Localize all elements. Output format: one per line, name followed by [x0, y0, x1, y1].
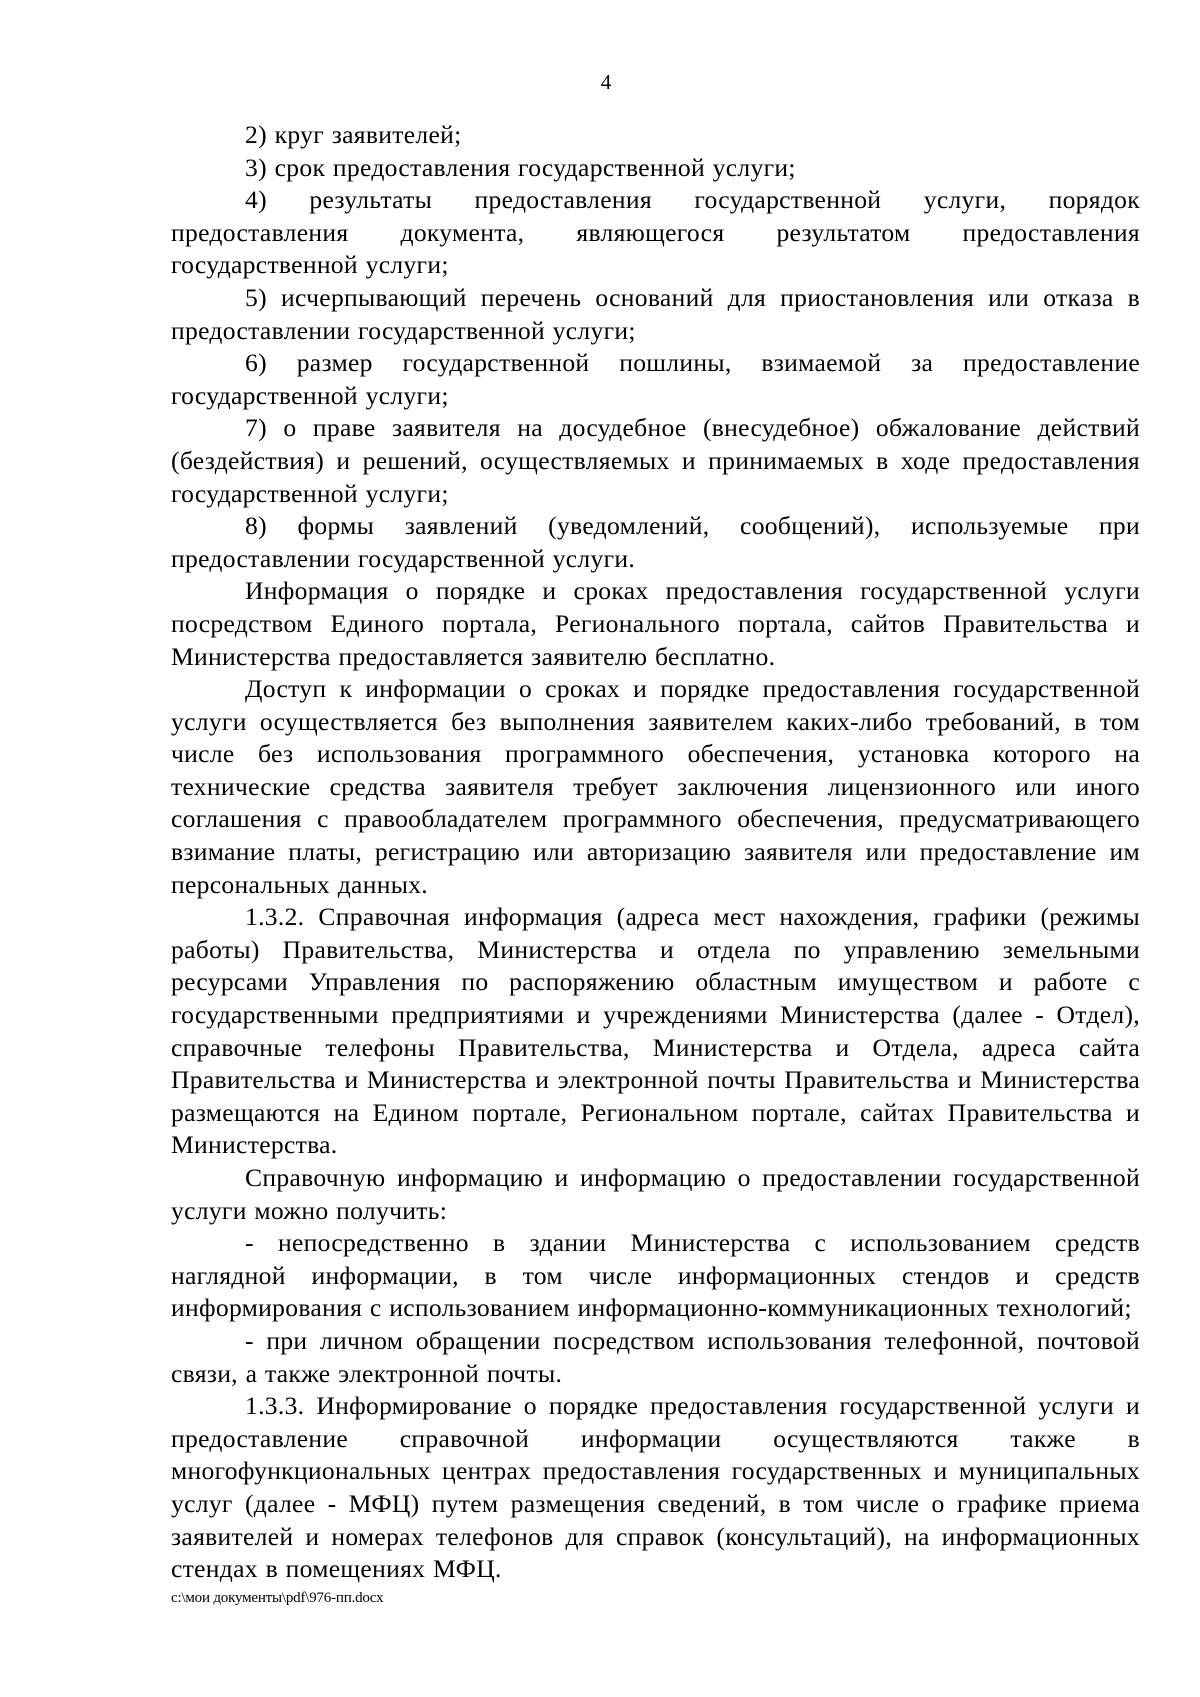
paragraph-section-1-3-3: 1.3.3. Информирование о порядке предоставления государственной услуги и предоставление справочной информации осуществляются также в многофункциональных центрах предоставления государственных и муниципальных услуг (далее - МФЦ) путем размещения сведений, в том числе о графике приема заявителей и номерах телефонов для справок (консультаций), на информационных стендах в помещениях МФЦ. [171, 1391, 1140, 1584]
list-item-state-fee: 6) размер государственной пошлины, взимаемой за предоставление государственной услуги; [171, 348, 1140, 410]
paragraph-section-1-3-2: 1.3.2. Справочная информация (адреса мест нахождения, графики (режимы работы) Правительства, Министерства и отдела по управлению земельными ресурсами Управления по распоряжению областным имуществом и работе с государственными предприятиями и учреждениями Министерства (далее - Отдел), справочные телефоны Правительства, Министерства и Отдела, адреса сайта Правительства и Министерства и электронной почты Правительства и Министерства размещаются на Едином портале, Региональном портале, сайтах Правительства и Министерства. [171, 902, 1140, 1160]
list-item-applicants: 2) круг заявителей; [245, 120, 462, 149]
document-body [171, 119, 1140, 1586]
list-item-in-ministry-building: - непосредственно в здании Министерства с использованием средств наглядной информации, в том числе информационных стендов и средств информирования с использованием информационно-коммуникационных технологий; [171, 1228, 1140, 1323]
paragraph-free-information: Информация о порядке и сроках предоставления государственной услуги посредством Единого портала, Регионального портала, сайтов Правительства и Министерства предоставляется заявителю бесплатно. [171, 576, 1140, 671]
list-item-application-forms: 8) формы заявлений (уведомлений, сообщений), используемые при предоставлении государственной услуги. [171, 511, 1140, 573]
list-item-service-term: 3) срок предоставления государственной услуги; [245, 152, 796, 182]
list-item-service-results: 4) результаты предоставления государственной услуги, порядок предоставления документа, являющегося результатом предоставления государственной услуги; [171, 185, 1140, 280]
list-item-appeal-right: 7) о праве заявителя на досудебное (внесудебное) обжалование действий (бездействия) и решений, осуществляемых и принимаемых в ходе предоставления государственной услуги; [171, 413, 1140, 508]
page-number: 4 [600, 70, 612, 94]
paragraph-how-to-obtain: Справочную информацию и информацию о предоставлении государственной услуги можно получить: [171, 1163, 1140, 1225]
list-item-refusal-grounds: 5) исчерпывающий перечень оснований для приостановления или отказа в предоставлении государственной услуги; [171, 282, 1140, 345]
footer-file-path: c:\мои документы\pdf\976-пп.docx [171, 1590, 384, 1606]
list-item-personal-contact: - при личном обращении посредством использования телефонной, почтовой связи, а также электронной почты. [171, 1325, 1140, 1388]
paragraph-information-access: Доступ к информации о сроках и порядке предоставления государственной услуги осуществляется без выполнения заявителем каких-либо требований, в том числе без использования программного обеспечения, установка которого на технические средства заявителя требует заключения лицензионного или иного соглашения с правообладателем программного обеспечения, предусматривающего взимание платы, регистрацию или авторизацию заявителя или предоставление им персональных данных. [171, 674, 1140, 899]
